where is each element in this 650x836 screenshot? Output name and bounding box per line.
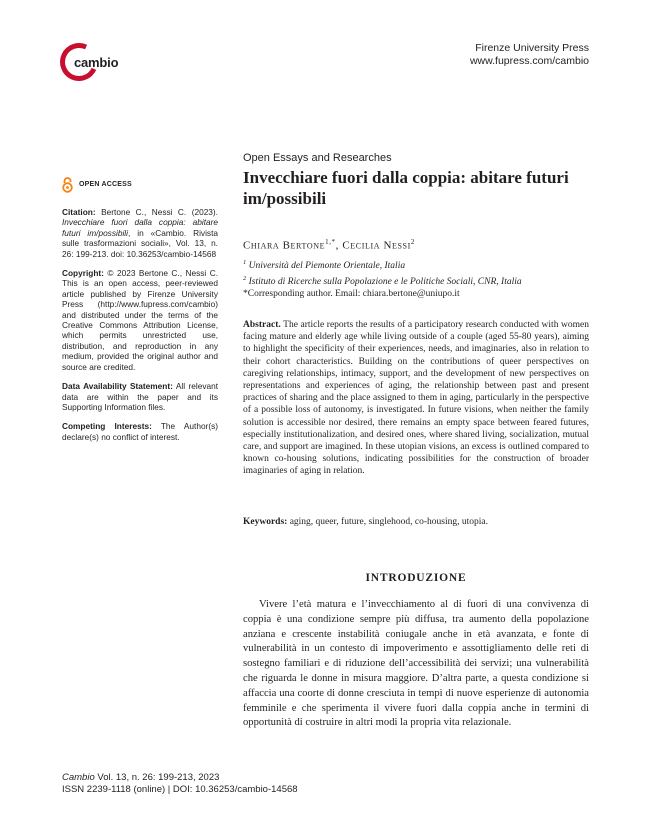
page-footer: [62, 772, 298, 796]
copyright-text: © 2023 Bertone C., Nessi C. This is an open access, peer-reviewed article published by Firenze University Press (http://www.fupress.com/cambio) and distributed under the terms of the Creative Commons Attribution License, which permits unrestricted use, distribution, and reproduction in any medium, provided the original author and source are credited.: [62, 268, 218, 372]
affiliation-2: [243, 273, 589, 289]
publisher-info: [470, 42, 589, 68]
citation-text-2: , in «Cambio. Rivista sulle trasformazioni sociali», Vol. 13, n. 26: 199-213. doi: 10.36253/cambio-14568: [62, 227, 218, 259]
open-access-label: OPEN ACCESS: [79, 180, 132, 188]
body-paragraph: Vivere l’età matura e l’invecchiamento al di fuori di una convivenza di coppia è una condizione sempre più diffusa, tra aumento della popolazione anziana e crescente instabilità coniugale anche in età avanzata, e fonte di vulnerabilità in un contesto di impoverimento e assottigliamento delle reti di sostegno familiari e di riduzione dell’accessibilità dei servizi; una vulnerabilità che riguarda le donne in misura maggiore. D’altra parte, a questa condizione si affaccia una coorte di donne cresciuta in tempi di nuove esperienze di autonomia femminile e che sperimenta il vivere fuori dalla coppia anche in termini di opportunità di costruire in altri modi la propria vita relazionale.: [243, 599, 589, 729]
article-title: Invecchiare fuori dalla coppia: abitare futuri im/possibili: [243, 168, 569, 208]
competing-interests-block: [62, 421, 218, 442]
citation-block: [62, 207, 218, 259]
affiliation-1-text: Università del Piemonte Orientale, Italia: [246, 261, 406, 272]
citation-title: Invecchiare fuori dalla coppia: abitare futuri im/possibili: [62, 217, 218, 238]
competing-interests-label: Competing Interests:: [62, 421, 152, 432]
corresponding-author: *Corresponding author. Email: chiara.bertone@uniupo.it: [243, 289, 460, 300]
citation-label: Citation:: [62, 207, 96, 217]
data-availability-block: [62, 381, 218, 412]
open-access-icon: [62, 177, 73, 193]
author-2-sup: 2: [410, 238, 415, 246]
footer-journal-line: [62, 772, 298, 784]
sidebar: [62, 177, 218, 451]
data-availability-text: All relevant data are within the paper and its Supporting Information files.: [62, 381, 218, 412]
abstract-label: Abstract.: [243, 320, 281, 330]
author-separator: ,: [335, 239, 343, 252]
footer-journal: Cambio: [62, 772, 95, 783]
affiliation-2-text: Istituto di Ricerche sulla Popolazione e le Politiche Sociali, CNR, Italia: [246, 276, 522, 287]
affiliations: [243, 257, 589, 301]
author-list: [243, 238, 415, 252]
citation-text-1: Bertone C., Nessi C. (2023).: [95, 207, 218, 217]
open-access-badge: [62, 177, 218, 193]
cambio-logo: [60, 43, 120, 83]
competing-interests-text: The Author(s) declare(s) no conflict of interest.: [62, 421, 218, 442]
keywords: [243, 516, 589, 528]
keywords-label: Keywords:: [243, 517, 288, 527]
affiliation-2-sup: 2: [243, 274, 247, 282]
section-label: Open Essays and Researches: [243, 152, 392, 164]
abstract-text: The article reports the results of a participatory research conducted with women facing mature and elderly age while living outside of a couple (aged 55-80 years), aiming to highlight the specificity of their experiences, needs, and imaginaries, also in relation to their cohort characteristics. Building on the contributions of queer perspectives on caregiving relationships, intimacy, support, and the development of new perspectives on representations and experiences of aging, the relationship between past and present practices of sharing and the place assigned to them in aging, particularly in the perspective of a possible loss of autonomy, is investigated. In future visions, when neither the family solution is accessible nor desired, there remains an empty space between feared futures, especially institutionalization, and desired ones, where shared living, socialization, mutual care, and support are imagined. In these utopian visions, an excess is outlined compared to known co-housing solutions, indicating possibilities for the construction of broader imaginaries of aging in relation.: [243, 320, 589, 477]
section-heading: INTRODUZIONE: [365, 572, 467, 584]
footer-issn: ISSN 2239-1118 (online) | DOI: 10.36253/cambio-14568: [62, 784, 298, 795]
keywords-text: aging, queer, future, singlehood, co-housing, utopia.: [287, 517, 488, 527]
footer-volume: Vol. 13, n. 26: 199-213, 2023: [94, 772, 220, 783]
copyright-block: [62, 268, 218, 372]
data-availability-label: Data Availability Statement:: [62, 381, 173, 392]
affiliation-1: [243, 257, 589, 273]
abstract: [243, 319, 589, 478]
logo-text: cambio: [74, 55, 119, 70]
author-1: Chiara Bertone: [243, 239, 326, 252]
copyright-label: Copyright:: [62, 268, 104, 279]
publisher-name: Firenze University Press: [475, 42, 589, 54]
author-2: Cecilia Nessi: [342, 239, 411, 252]
author-1-sup: 1,*: [325, 238, 336, 246]
affiliation-1-sup: 1: [243, 259, 247, 266]
publisher-url[interactable]: www.fupress.com/cambio: [469, 55, 589, 67]
